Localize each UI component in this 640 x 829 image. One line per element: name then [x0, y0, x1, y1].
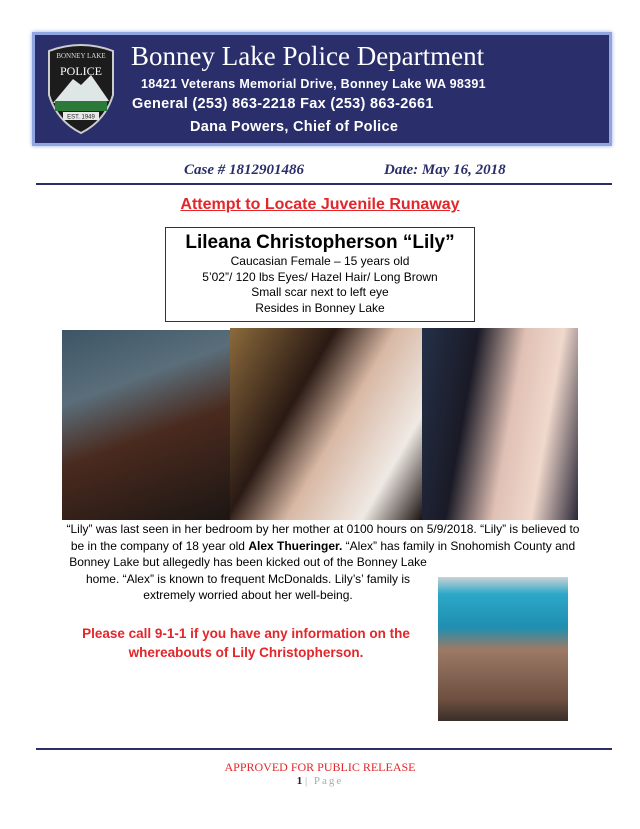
subject-name: Lileana Christopherson “Lily”: [185, 232, 455, 253]
page-number: [0, 775, 640, 787]
badge-top-text: BONNEY LAKE: [56, 52, 106, 60]
header-banner: [32, 32, 612, 146]
divider: [36, 183, 612, 185]
subject-detail: Resides in Bonney Lake: [255, 300, 385, 315]
badge-center-text: POLICE: [60, 64, 102, 78]
subject-detail: 5’02”/ 120 lbs Eyes/ Hazel Hair/ Long Brown: [202, 269, 438, 284]
approval-notice: APPROVED FOR PUBLIC RELEASE: [224, 760, 416, 774]
badge-bottom-text: EST. 1949: [67, 114, 95, 121]
police-badge-logo: [45, 43, 117, 135]
description-text: “Lily” was last seen in her bedroom by her mother at 0100 hours on 5/9/2018. “Lily” is believed to be in the company of 18 year old: [66, 522, 580, 553]
page-number-value: 1: [296, 775, 303, 787]
subject-detail: Small scar next to left eye: [251, 285, 389, 299]
department-phones: General (253) 863-2218 Fax (253) 863-2661: [132, 96, 434, 112]
subject-photo-1: [62, 330, 230, 520]
headline: Attempt to Locate Juvenile Runaway: [180, 196, 460, 213]
police-chief: Dana Powers, Chief of Police: [190, 119, 399, 135]
subject-info-box: [165, 227, 475, 322]
case-number: Case # 1812901486: [184, 162, 304, 178]
page-label: | Page: [304, 775, 344, 787]
footer-divider: [36, 748, 612, 750]
subject-detail: Caucasian Female – 15 years old: [230, 254, 410, 268]
description-text: “Alex” has family in Snohomish County and Bonney Lake but allegedly has been kicked out of the Bonney Lake home. “Alex” is known to frequent McDonalds. Lily’s’ family is extremely worried about her well-being.: [69, 538, 576, 602]
call-911-notice: Please call 9-1-1 if you have any information on the whereabouts of Lily Christopherson.: [82, 626, 410, 660]
subject-photo-3: [422, 328, 578, 520]
companion-name: Alex Thueringer.: [248, 538, 343, 553]
department-address: 18421 Veterans Memorial Drive, Bonney Lake WA 98391: [141, 77, 486, 91]
subject-photo-2: [230, 328, 422, 520]
department-name: Bonney Lake Police Department: [131, 41, 485, 71]
case-date: Date: May 16, 2018: [384, 162, 506, 178]
companion-photo: [438, 577, 568, 721]
